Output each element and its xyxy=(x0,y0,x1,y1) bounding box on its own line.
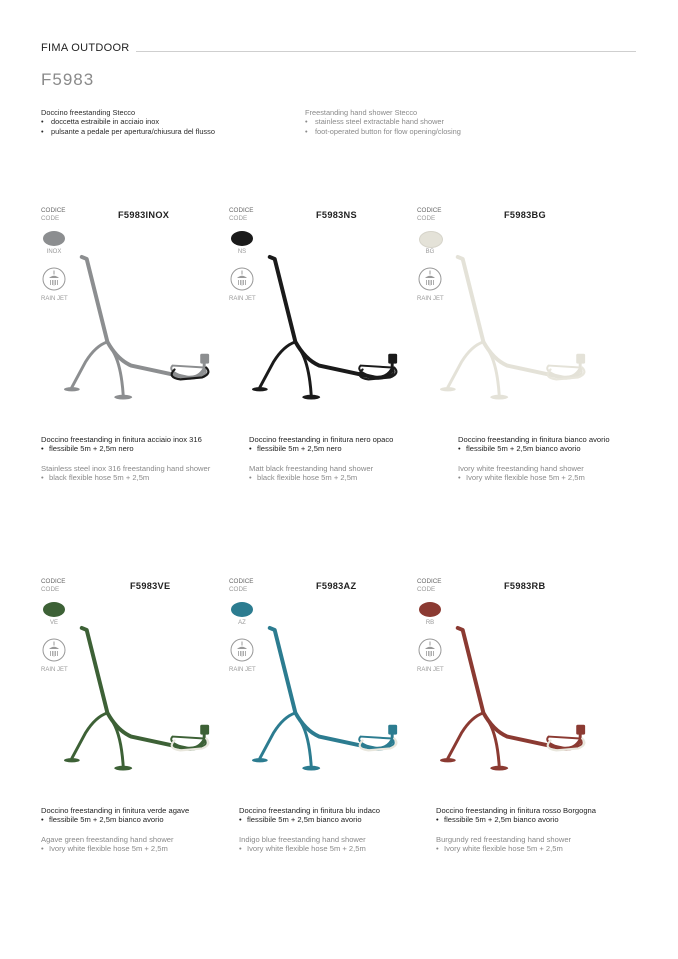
product-code: F5983INOX xyxy=(118,210,170,220)
description-bullet-en: • Ivory white flexible hose 5m + 2,5m xyxy=(41,844,189,853)
description-title-it: Doccino freestanding in finitura nero opaco xyxy=(249,435,394,444)
product-description xyxy=(458,435,610,483)
product-code: F5983AZ xyxy=(316,581,357,591)
finish-label: NS xyxy=(237,249,247,255)
product-code: F5983BG xyxy=(504,210,546,220)
code-label-en: CODE xyxy=(417,586,436,593)
description-title-en: Ivory white freestanding hand shower xyxy=(458,463,584,473)
product-card-ns xyxy=(229,207,429,507)
shower-illustration xyxy=(55,622,225,780)
product-card-rb xyxy=(417,578,617,878)
header-divider xyxy=(136,51,636,52)
model-number: F5983 xyxy=(41,70,95,89)
intro-bullets-en xyxy=(305,117,461,136)
code-label xyxy=(229,207,254,223)
rain-jet-label: RAIN JET xyxy=(41,296,68,302)
code-label-en: CODE xyxy=(41,586,60,593)
finish-swatch xyxy=(231,231,253,246)
product-code: F5983RB xyxy=(504,581,546,591)
description-bullet-it: • flessibile 5m + 2,5m bianco avorio xyxy=(436,815,596,824)
description-title-en: Burgundy red freestanding hand shower xyxy=(436,834,572,844)
description-title-it: Doccino freestanding in finitura blu indaco xyxy=(239,806,380,815)
rain-jet-label: RAIN JET xyxy=(229,296,256,302)
intro-bullet: • foot-operated button for flow opening/closing xyxy=(305,127,461,136)
finish-swatch xyxy=(419,231,443,248)
product-description xyxy=(239,806,380,854)
finish-label: RB xyxy=(425,620,435,626)
product-card-ve xyxy=(41,578,241,878)
description-title-it: Doccino freestanding in finitura acciaio inox 316 xyxy=(41,435,202,444)
product-code: F5983VE xyxy=(130,581,171,591)
intro-title-it: Doccino freestanding Stecco xyxy=(41,108,136,117)
product-description xyxy=(436,806,596,854)
product-card-bg xyxy=(417,207,617,507)
product-description xyxy=(249,435,393,483)
rain-jet-label: RAIN JET xyxy=(417,667,444,673)
description-title-it: Doccino freestanding in finitura verde agave xyxy=(41,806,190,815)
code-label-en: CODE xyxy=(417,215,436,222)
shower-illustration xyxy=(431,251,601,409)
description-bullet-it: • flessibile 5m + 2,5m bianco avorio xyxy=(41,815,189,824)
rain-jet-label: RAIN JET xyxy=(417,296,444,302)
description-title-en: Matt black freestanding hand shower xyxy=(249,463,374,473)
code-label-it: CODICE xyxy=(417,207,442,214)
finish-label: BG xyxy=(425,249,435,255)
intro-bullets-it xyxy=(41,117,215,136)
code-label-en: CODE xyxy=(229,586,248,593)
code-label xyxy=(417,578,442,594)
finish-swatch xyxy=(43,231,65,246)
description-title-en: Agave green freestanding hand shower xyxy=(41,834,174,844)
description-bullet-it: • flessibile 5m + 2,5m nero xyxy=(249,444,393,453)
product-card-inox xyxy=(41,207,241,507)
description-bullet-it: • flessibile 5m + 2,5m bianco avorio xyxy=(458,444,610,453)
code-label xyxy=(229,578,254,594)
intro-title-en: Freestanding hand shower Stecco xyxy=(305,108,418,117)
brand-title: FIMA OUTDOOR xyxy=(41,42,130,54)
description-bullet-en: • Ivory white flexible hose 5m + 2,5m xyxy=(458,473,610,482)
intro-italian xyxy=(41,108,215,136)
finish-swatch xyxy=(43,602,65,617)
rain-jet-label: RAIN JET xyxy=(41,667,68,673)
description-bullet-en: • black flexible hose 5m + 2,5m xyxy=(249,473,393,482)
code-label-it: CODICE xyxy=(41,578,66,585)
intro-bullet: • stainless steel extractable hand shower xyxy=(305,117,461,126)
intro-bullet: • doccetta estraibile in acciaio inox xyxy=(41,117,215,126)
code-label xyxy=(417,207,442,223)
finish-swatch xyxy=(231,602,253,617)
description-bullet-en: • Ivory white flexible hose 5m + 2,5m xyxy=(239,844,380,853)
description-title-it: Doccino freestanding in finitura bianco avorio xyxy=(458,435,610,444)
description-title-it: Doccino freestanding in finitura rosso Borgogna xyxy=(436,806,596,815)
code-label-it: CODICE xyxy=(229,578,254,585)
product-description xyxy=(41,806,189,854)
finish-label: VE xyxy=(49,620,58,626)
finish-label: AZ xyxy=(238,620,246,626)
code-label-it: CODICE xyxy=(41,207,66,214)
shower-illustration xyxy=(243,251,413,409)
code-label-it: CODICE xyxy=(229,207,254,214)
description-bullet-en: • Ivory white flexible hose 5m + 2,5m xyxy=(436,844,596,853)
product-description xyxy=(41,435,210,483)
code-label-it: CODICE xyxy=(417,578,442,585)
description-bullet-en: • black flexible hose 5m + 2,5m xyxy=(41,473,210,482)
shower-illustration xyxy=(431,622,601,780)
product-card-az xyxy=(229,578,429,878)
finish-swatch xyxy=(419,602,441,617)
intro-english xyxy=(305,108,461,136)
rain-jet-label: RAIN JET xyxy=(229,667,256,673)
code-label-en: CODE xyxy=(41,215,60,222)
finish-label: INOX xyxy=(46,249,62,255)
code-label xyxy=(41,578,66,594)
product-code: F5983NS xyxy=(316,210,357,220)
description-bullet-it: • flessibile 5m + 2,5m bianco avorio xyxy=(239,815,380,824)
description-bullet-it: • flessibile 5m + 2,5m nero xyxy=(41,444,210,453)
shower-illustration xyxy=(55,251,225,409)
intro-bullet: • pulsante a pedale per apertura/chiusura del flusso xyxy=(41,127,215,136)
code-label-en: CODE xyxy=(229,215,248,222)
description-title-en: Stainless steel inox 316 freestanding hand shower xyxy=(41,463,211,473)
code-label xyxy=(41,207,66,223)
description-title-en: Indigo blue freestanding hand shower xyxy=(239,834,366,844)
shower-illustration xyxy=(243,622,413,780)
